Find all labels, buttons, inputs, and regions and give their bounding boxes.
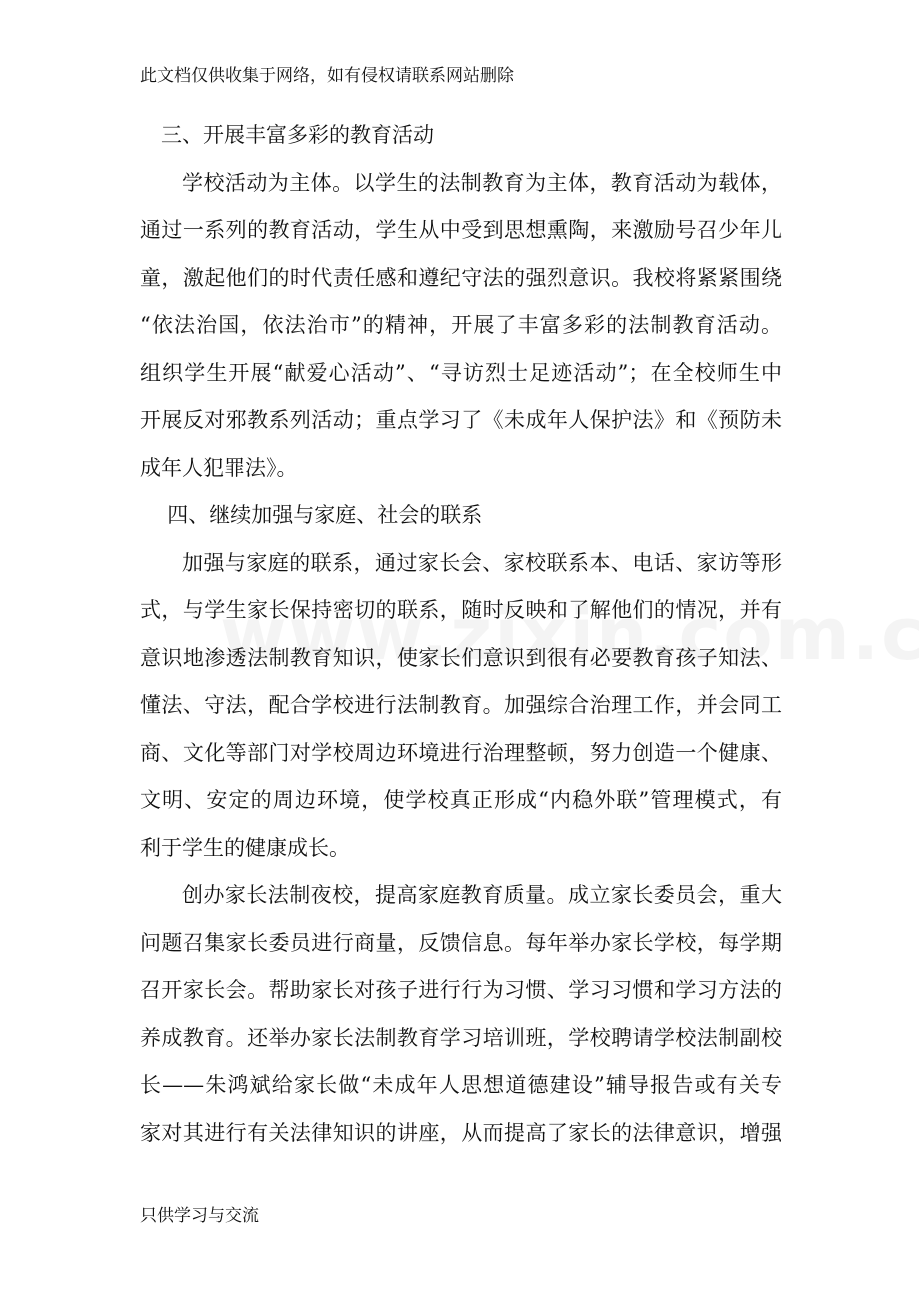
- text-line: 养成教育。还举办家长法制教育学习培训班，学校聘请学校法制副校: [140, 1025, 782, 1050]
- text-line: 开展反对邪教系列活动；重点学习了《未成年人保护法》和《预防未: [140, 408, 782, 432]
- text-line: 懂法、守法，配合学校进行法制教育。加强综合治理工作，并会同工: [140, 693, 782, 717]
- text-line: 组织学生开展“献爱心活动”、“寻访烈士足迹活动”；在全校师生中: [140, 360, 782, 385]
- text-line: 商、文化等部门对学校周边环境进行治理整顿，努力创造一个健康、: [140, 740, 782, 765]
- page-header: 此文档仅供收集于网络，如有侵权请联系网站删除: [140, 66, 514, 86]
- section-heading: 三、开展丰富多彩的教育活动: [161, 123, 434, 147]
- text-line: 长——朱鸿斌给家长做“未成年人思想道德建设”辅导报告或有关专: [140, 1073, 782, 1097]
- text-line: 创办家长法制夜校，提高家庭教育质量。成立家长委员会，重大: [182, 883, 782, 907]
- text-line: 通过一系列的教育活动，学生从中受到思想熏陶，来激励号召少年儿: [140, 218, 782, 242]
- text-line: 意识地渗透法制教育知识，使家长们意识到很有必要教育孩子知法、: [140, 645, 782, 670]
- text-line: 家对其进行有关法律知识的讲座，从而提高了家长的法律意识，增强: [140, 1120, 782, 1145]
- text-line: 学校活动为主体。以学生的法制教育为主体，教育活动为载体，: [182, 170, 782, 195]
- text-line: 加强与家庭的联系，通过家长会、家校联系本、电话、家访等形: [182, 550, 782, 575]
- text-line: 童，激起他们的时代责任感和遵纪守法的强烈意识。我校将紧紧围绕: [140, 265, 782, 290]
- page-footer: 只供学习与交流: [140, 1206, 259, 1226]
- text-line: “依法治国，依法治市”的精神，开展了丰富多彩的法制教育活动。: [140, 313, 782, 337]
- text-line: 利于学生的健康成长。: [140, 835, 350, 860]
- document-body: [140, 112, 782, 1157]
- text-line: 式，与学生家长保持密切的联系，随时反映和了解他们的情况，并有: [140, 598, 782, 622]
- section-heading: 四、继续加强与家庭、社会的联系: [167, 503, 483, 527]
- text-line: 成年人犯罪法》。: [140, 455, 298, 480]
- text-line: 文明、安定的周边环境，使学校真正形成“内稳外联”管理模式，有: [140, 788, 782, 812]
- text-line: 问题召集家长委员进行商量，反馈信息。每年举办家长学校，每学期: [140, 930, 782, 955]
- text-line: 召开家长会。帮助家长对孩子进行行为习惯、学习习惯和学习方法的: [140, 978, 782, 1002]
